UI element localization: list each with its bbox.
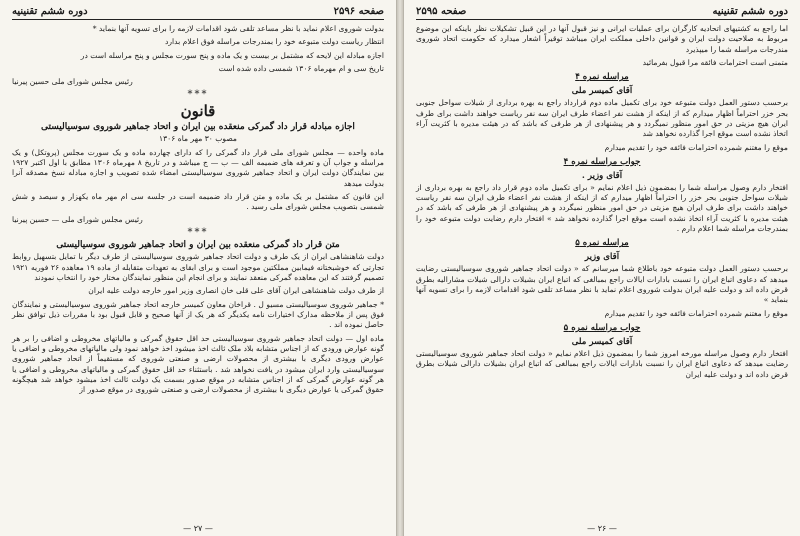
treaty-title: متن قرار داد گمرکی منعقده بین ایران و اتحاد جماهیر شوروی سوسیالیستی: [56, 240, 340, 251]
letter-4-closing: موقع را مغتنم شمرده احترامات فائقه خود را تقدیم میدارم: [604, 142, 788, 152]
reply-5-heading: جواب مراسله نمره ۵: [563, 322, 641, 333]
treaty-paragraph-2: از طرف دولت شاهنشاهی ایران آقای علی قلی خان انصاری وزیر امور خارجه دولت علیه ایران: [88, 286, 384, 296]
treaty-paragraph-1: دولت شاهنشاهی ایران از یک طرف و دولت اتحاد جماهیر شوروی سوسیالیستی از طرف دیگر با تمایل بتسهیل روابط تجارتی که خوشبختانه فیمابین مملکتین موجود است و برای ابقای به تعهدات متقابله از ماده ۱۹ معاهده ۲۶ فوریه ۱۹۲۱ تصمیم گرفتند که این معاهده گمرکی منعقد نمایند و برای انجام این منظور نمایندگان مختار خود را انتخاب نمودند: [12, 252, 385, 283]
separator-stars-1: ***: [187, 89, 209, 101]
right-session-label: دوره ششم تقنینیه: [712, 6, 788, 17]
law-paragraph-1: ماده واحده — مجلس شورای ملی قرار داد گمرکی را که دارای چهارده ماده و یک سورت مجلس (پروتکل) و یک مراسله و جواب آن و تعرفه های ضمیمه الف — ب — ج میباشد و در تاریخ ۸ مهرماه ۱۳۰۶ مطابق با اول اکتبر ۱۹۲۷ بین نمایندگان دولت ایران و اتحاد جماهیر شوروی سوسیالیستی امضاء شده تصویب و اجازه مبادله نسخ مصدقه آنرا بدولت میدهد: [12, 147, 384, 188]
law-title: قانون: [180, 102, 216, 121]
letter-5-closing: موقع را مغتنم شمرده احترامات فائقه خود را تقدیم میدارم: [604, 308, 788, 318]
reply-4-addressee: آقای وزیر .: [581, 170, 623, 181]
reply-4-heading: جواب مراسله نمره ۴: [563, 156, 641, 167]
letter-5-heading: مراسله نمره ۵: [575, 238, 629, 249]
reply-4-body: افتخار دارم وصول مراسله شما را بمضمون ذیل اعلام نمایم « برای تکمیل ماده دوم قرار داد راجع به بهره برداری از شیلات سواحل جنوبی بحر خزر را احتراماً اظهار میدارم که از اینکه از هشت نفر اعضاء طرف ایران سه نفر ریاست خواهند داشت برای طرف ایران هیچ مزیتی در حق امور منظور نمیگردد و هر پیشنهادی از هر طرفی که باشد که در هیئت مدیره با کثریت آراء اتخاذ نشده است موقع اجرا گذارده نخواهد شد » افتخار دارم رضایت دولت متبوعه خود را بمندرجات مراسله شما اعلام دارم .: [416, 182, 788, 234]
letter-4-addressee: آقای کمیسر ملی: [571, 86, 633, 97]
law-date: مصوب ۳۰ مهر ماه ۱۳۰۶: [159, 134, 237, 144]
law-signature: رئیس مجلس شورای ملی — حسین پیرنیا: [12, 215, 143, 225]
law-subtitle: اجازه مبادله قرار داد گمرکی منعقده بین ایران و اتحاد جماهیر شوروی سوسیالیستی: [41, 122, 355, 133]
right-intro-2: متمنی است احترامات فائقه مرا قبول بفرمائید: [642, 57, 788, 67]
left-running-head: [12, 6, 384, 20]
letter-4-body: برحسب دستور العمل دولت متبوعه خود برای تکمیل ماده دوم قرارداد راجع به بهره برداری از شیلات سواحل جنوبی بحر خزر احتراماً اظهار میدارم که از اینکه از هشت نفر اعضاء طرف ایران سه نفر ریاست خواهند داشت برای طرف ایران هیچ مزیتی در حق امور منظور نمیگردد و هر پیشنهادی از هر طرفی که باشد که در هیئت مدیره با کثریت آراء اتخاذ نشده است موقع اجرا گذارده نخواهد شد: [416, 98, 788, 139]
right-running-head: [416, 6, 788, 20]
left-intro-2: انتظار ریاست دولت متبوعه خود را بمندرجات مراسله فوق اعلام بدارد: [164, 37, 384, 47]
left-intro-1: بدولت شوروی اعلام نماید با نظر مساعد تلقی شود اقدامات لازمه را برای تسویه آنها بنماید *: [92, 24, 384, 33]
right-page-number: — ۲۶ —: [587, 524, 617, 533]
law-paragraph-2: این قانون که مشتمل بر یک ماده و متن قرار داد ضمیمه است در جلسه سی ام مهر ماه یکهزار و سیصد و شش شمسی بتصویب مجلس شورای ملی رسید .: [12, 191, 384, 212]
treaty-paragraph-4: ماده اول — دولت اتحاد جماهیر شوروی سوسیالیستی حد اقل حقوق گمرکی و مالیاتهای مخروطی و اضافی را بر هر گونه عوارض ورودی که از اجناس متشابه بلاد ملک ثالث اخذ میشود اخذ خواهد نمود ولی مالیاتهای مخروطی و اضافی یا عوارض ورودی دیگری با بیشتری از محصولات ارضی و صنعتی شوروی که مستقیماً از اتحاد جماهیر شوروی سوسیالیستی وارد ایران میشود در یافت نخواهد شد . باستثناء حد اقل حقوق گمرکی و مالیاتهای مخروطی و اضافی یا هر گونه عوارض گمرکی که از اجناس متشابه در موقع صدور بسمت یک دولت ثالث اخذ میشود خواهد شد هیچگونه حقوق گمرکی یا عوارض دیگری با بیشتری از محصولات ارضی و صنعتی شوروی در موقع صدور از: [12, 333, 384, 395]
letter-4-heading: مراسله نمره ۴: [575, 72, 629, 83]
letter-5-body: برحسب دستور العمل دولت متبوعه خود باطلاع شما میرسانم که « دولت اتحاد جماهیر شوروی سوسیالیستی رضایت میدهد که دعاوی اتباع ایران را نسبت بادارات ایالات راجع بمبالغی که اتباع ایران بشیلات دارالی شیلات مشارالیه بطرق قرض داده اند و دولت علیه ایران بدولت شوروی اعلام نماید با نظر مساعد تلقی شود اقدامات لازمه را برای تسویه آنها بنماید »: [416, 264, 788, 305]
left-session-label: دوره ششم تقنینیه: [12, 6, 88, 17]
left-intro-signature: رئیس مجلس شورای ملی حسین پیرنیا: [12, 77, 133, 87]
left-page: [0, 0, 397, 536]
left-intro-3: اجازه مبادله این لایحه که مشتمل بر بیست و یک ماده و پنج سورت مجلس و پنج مراسله است در: [80, 50, 384, 60]
left-page-number: — ۲۷ —: [183, 524, 213, 533]
reply-5-addressee: آقای کمیسر ملی: [571, 336, 633, 347]
left-intro-4: تاریخ سی و ام مهرماه ۱۳۰۶ شمسی داده شده است: [218, 63, 384, 73]
separator-stars-2: ***: [187, 227, 209, 239]
treaty-paragraph-3: * جماهیر شوروی سوسیالیستی مسیو ل . قراخان معاون کمیسر خارجه اتحاد جماهیر شوروی سوسیالیستی و نمایندگان فوق پس از ملاحظه مدارک اختیارات نامه یکدیگر که هر یک از آنها صحیح و قابل قبول بود با مقررات ذیل توافق نظر حاصل نموده اند .: [12, 299, 384, 330]
left-page-label: صفحه ۲۵۹۶: [333, 6, 384, 17]
letter-5-addressee: آقای وزیر: [584, 252, 620, 263]
right-page-label: صفحه ۲۵۹۵: [416, 6, 467, 17]
right-page: [403, 0, 800, 536]
right-intro-1: اما راجع به کشتیهای اتحادیه کارگران برای عملیات ایرانی و نیز قبول آنها در این قبیل تشکیلات نظر باینکه این موضوع مربوط به صلاحیت دولت ایران و قوانین داخلی مملکت ایران میباشد توقیراً اشعار میدارد که حکومت اتحاد شوروی مندرجات مراسله شما را میپذیرد: [416, 24, 788, 54]
reply-5-body: افتخار دارم وصول مراسله مورخه امروز شما را بمضمون ذیل اعلام نمایم « دولت اتحاد جماهیر شوروی سوسیالیستی رضایت میدهد که دعاوی اتباع ایران را نسبت بادارات ایالات راجع بمبالغی که اتباع ایران بشیلات دارالی شیلات بطرق قرض داده اند و دولت علیه ایران: [416, 348, 788, 379]
